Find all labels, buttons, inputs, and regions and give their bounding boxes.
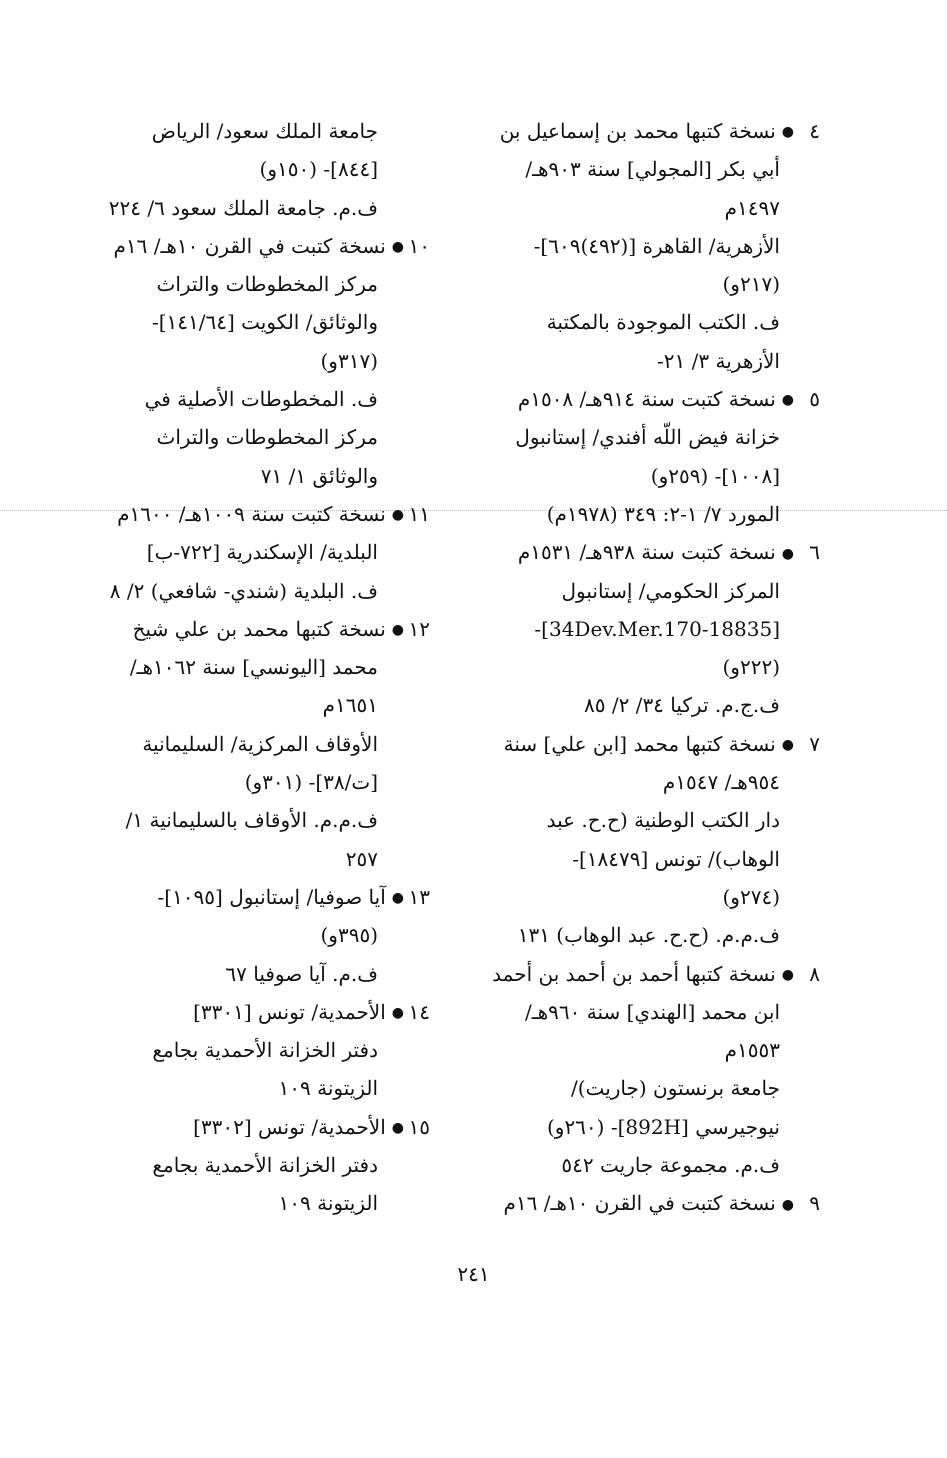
text-line: (٢٢٢و) [722, 655, 780, 680]
text-line: خزانة فيض اللّه أفندي/ إستانبول [515, 425, 780, 450]
text-line: ف.م. آيا صوفيا ٦٧ [225, 961, 378, 986]
bullet-icon: ● [781, 737, 794, 754]
text-line: الأوقاف المركزية/ السليمانية [142, 731, 378, 756]
text-line: الأزهرية/ القاهرة [(٤٩٢)٦٠٩]- [533, 233, 780, 258]
bullet-icon: ● [391, 239, 404, 256]
entry-text: نسخة كتبها محمد [ابن علي] سنة [503, 731, 776, 756]
text-line: أبي بكر [المجولي] سنة ٩٠٣هـ/ [525, 157, 780, 182]
entry-number: ٤ [809, 119, 820, 143]
entry-text: نسخة كتبها محمد بن علي شيخ [132, 616, 386, 641]
entry-text: نسخة كتبها أحمد بن أحمد بن أحمد [492, 961, 776, 986]
text-line: ف. المخطوطات الأصلية في [144, 387, 378, 412]
text-line: والوثائق ١/ ٧١ [260, 463, 378, 488]
text-line: دفتر الخزانة الأحمدية بجامع [152, 1153, 378, 1178]
catalog-entry-heading [478, 112, 820, 150]
catalog-entry-heading [78, 993, 430, 1031]
text-line: دفتر الخزانة الأحمدية بجامع [152, 1038, 378, 1063]
text-line: [٨٤٤]- (١٥٠و) [259, 157, 378, 182]
bullet-icon: ● [781, 545, 794, 562]
catalog-entry-heading [78, 610, 430, 648]
text-line: نيوجيرسي [892H]- (٢٦٠و) [546, 1114, 780, 1139]
text-line: ف.ج.م. تركيا ٣٤/ ٢/ ٨٥ [583, 693, 780, 718]
entry-number: ٧ [809, 731, 820, 756]
catalog-entry-heading [78, 878, 430, 916]
text-line: جامعة الملك سعود/ الرياض [151, 119, 378, 143]
entry-text: نسخة كتبت في القرن ١٠هـ/ ١٦م [113, 233, 386, 258]
entry-number: ٥ [809, 387, 820, 412]
catalog-entry-heading [78, 227, 430, 265]
text-line: (٢٧٤و) [722, 884, 780, 909]
text-line: والوثائق/ الكويت [١٤١/٦٤]- [151, 310, 378, 335]
text-line: مركز المخطوطات والتراث [156, 272, 378, 297]
entry-number: ١٥ [408, 1114, 430, 1139]
entry-text: الأحمدية/ تونس [٣٣٠٢] [193, 1114, 386, 1139]
entry-number: ٦ [809, 540, 820, 565]
bullet-icon: ● [781, 1196, 794, 1213]
text-line: [34Dev.Mer.170-18835]- [534, 616, 780, 641]
entry-text: نسخة كتبت سنة ٩١٤هـ/ ١٥٠٨م [517, 387, 776, 412]
bullet-icon: ● [391, 507, 404, 524]
text-line: البلدية/ الإسكندرية [٧٢٢-ب] [146, 540, 378, 565]
entry-number: ٩ [809, 1191, 820, 1216]
text-line: ٩٥٤هـ/ ١٥٤٧م [662, 770, 780, 795]
catalog-entry-heading [478, 955, 820, 993]
text-line: ابن محمد [الهندي] سنة ٩٦٠هـ/ [524, 999, 780, 1024]
text-line: الوهاب)/ تونس [١٨٤٧٩]- [572, 846, 780, 871]
left-column [78, 112, 430, 1223]
text-line: الأزهرية ٣/ ٢١- [657, 348, 780, 373]
entry-number: ٨ [809, 961, 820, 986]
bullet-icon: ● [781, 966, 794, 983]
text-line: ٢٥٧ [345, 846, 378, 871]
text-line: ف.م.م. الأوقاف بالسليمانية ١/ [125, 808, 378, 833]
bullet-icon: ● [781, 124, 794, 141]
entry-text: نسخة كتبت في القرن ١٠هـ/ ١٦م [503, 1191, 776, 1216]
text-line: ١٤٩٧م [724, 195, 780, 220]
entry-text: نسخة كتبت سنة ١٠٠٩هـ/ ١٦٠٠م [117, 501, 386, 526]
text-line: الزيتونة ١٠٩ [278, 1191, 378, 1216]
text-line: (٣١٧و) [320, 348, 378, 373]
catalog-entry-heading [478, 533, 820, 571]
entry-text: نسخة كتبها محمد بن إسماعيل بن [499, 119, 776, 143]
text-line: ف. الكتب الموجودة بالمكتبة [546, 310, 780, 335]
text-line: [١٠٠٨]- (٢٥٩و) [650, 463, 780, 488]
entry-number: ١٢ [408, 616, 430, 641]
entry-text: آيا صوفيا/ إستانبول [١٠٩٥]- [157, 884, 386, 909]
text-line: مركز المخطوطات والتراث [156, 425, 378, 450]
bullet-icon: ● [391, 1005, 404, 1022]
catalog-entry-heading [78, 495, 430, 533]
bullet-icon: ● [391, 1120, 404, 1137]
entry-text: نسخة كتبت سنة ٩٣٨هـ/ ١٥٣١م [517, 540, 776, 565]
text-line: ١٦٥١م [322, 693, 378, 718]
catalog-entry-heading [478, 1184, 820, 1222]
catalog-entry-heading [478, 380, 820, 418]
text-line: ف.م. مجموعة جاريت ٥٤٢ [561, 1153, 780, 1178]
entry-number: ١٤ [408, 999, 430, 1024]
entry-text: الأحمدية/ تونس [٣٣٠١] [193, 999, 386, 1024]
catalog-entry-heading [78, 1108, 430, 1146]
text-line: ف. البلدية (شندي- شافعي) ٢/ ٨ [109, 578, 378, 603]
right-column [478, 112, 820, 1223]
entry-number: ١١ [408, 501, 430, 526]
text-line: ف.م.م. (ح.ح. عبد الوهاب) ١٣١ [517, 923, 780, 948]
bullet-icon: ● [781, 392, 794, 409]
text-line: ف.م. جامعة الملك سعود ٦/ ٢٢٤ [108, 195, 378, 220]
text-line: الزيتونة ١٠٩ [278, 1076, 378, 1101]
text-line: المركز الحكومي/ إستانبول [561, 578, 780, 603]
text-line: المورد ٧/ ١-٢: ٣٤٩ (١٩٧٨م) [546, 501, 780, 526]
text-line: دار الكتب الوطنية (ح.ح. عبد [546, 808, 780, 833]
text-line: محمد [اليونسي] سنة ١٠٦٢هـ/ [129, 655, 378, 680]
text-line: جامعة برنستون (جاريت)/ [571, 1076, 780, 1101]
text-line: ١٥٥٣م [724, 1038, 780, 1063]
catalog-entry-heading [478, 725, 820, 763]
text-line: [ت/٣٨]- (٣٠١و) [244, 770, 378, 795]
page-number: ٢٤١ [457, 1262, 490, 1286]
bullet-icon: ● [391, 622, 404, 639]
entry-number: ١٣ [408, 884, 430, 909]
text-line: (٢١٧و) [722, 272, 780, 297]
entry-number: ١٠ [408, 233, 430, 258]
bullet-icon: ● [391, 890, 404, 907]
text-line: (٣٩٥و) [320, 923, 378, 948]
